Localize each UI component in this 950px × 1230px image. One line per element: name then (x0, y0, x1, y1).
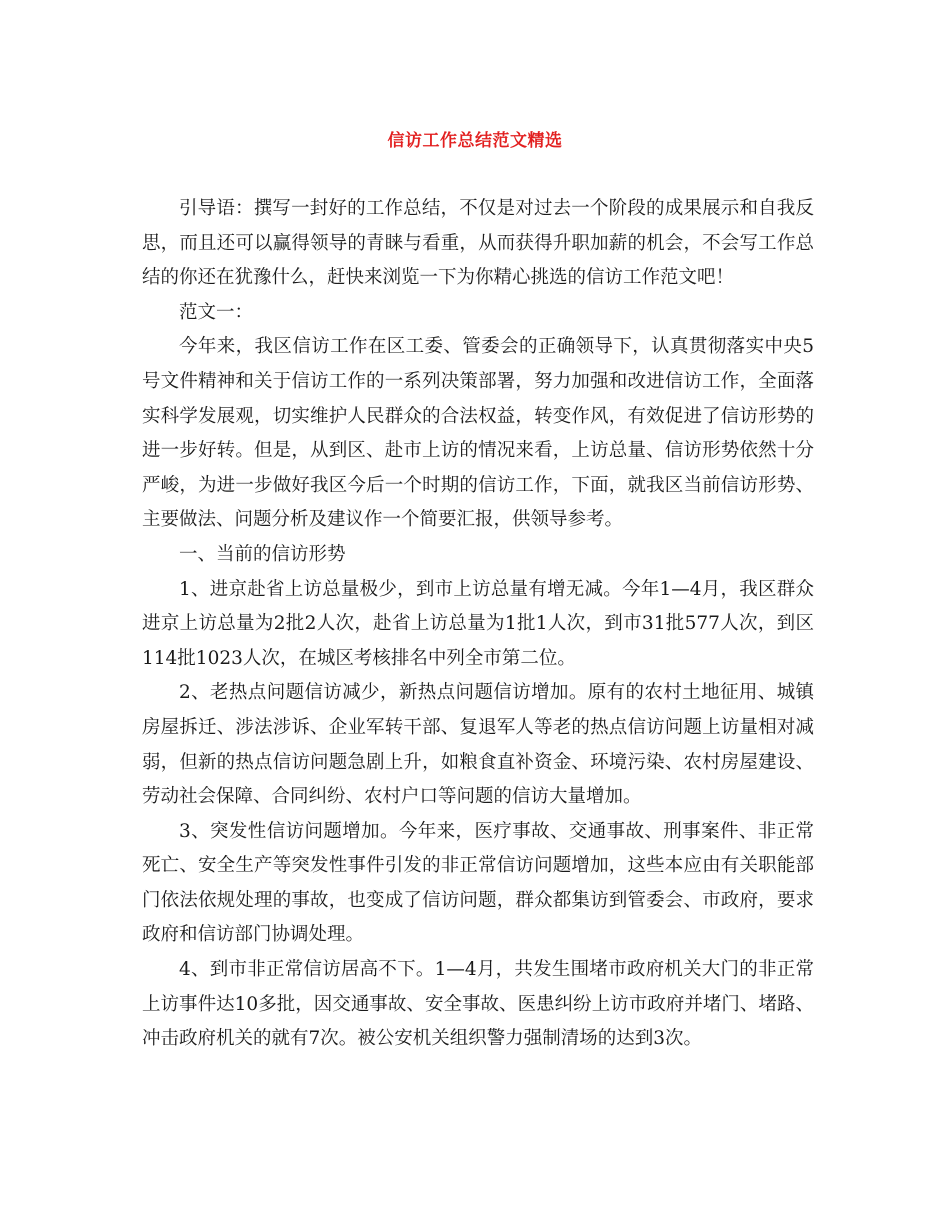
list-item-4: 4、到市非正常信访居高不下。1—4月，共发生围堵市政府机关大门的非正常上访事件达10多批，因交通事故、安全事故、医患纠纷上访市政府并堵门、堵路、冲击政府机关的就有7次。被公安机关组织警力强制清场的达到3次。 (142, 959, 814, 1050)
list-item-3: 3、突发性信访问题增加。今年来，医疗事故、交通事故、刑事案件、非正常死亡、安全生产等突发性事件引发的非正常信访问题增加，这些本应由有关职能部门依法依规处理的事故，也变成了信访问题，群众都集访到管委会、市政府，要求政府和信访部门协调处理。 (142, 820, 814, 946)
section-heading: 一、当前的信访形势 (179, 543, 346, 565)
list-item-2: 2、老热点问题信访减少，新热点问题信访增加。原有的农村土地征用、城镇房屋拆迁、涉法涉诉、企业军转干部、复退军人等老的热点信访问题上访量相对减弱，但新的热点信访问题急剧上升，如粮食直补资金、环境污染、农村房屋建设、劳动社会保障、合同纠纷、农村户口等问题的信访大量增加。 (142, 682, 814, 808)
intro-paragraph: 引导语：撰写一封好的工作总结，不仅是对过去一个阶段的成果展示和自我反思，而且还可以赢得领导的青睐与看重，从而获得升职加薪的机会，不会写工作总结的你还在犹豫什么，赶快来浏览一下为你精心挑选的信访工作范文吧！ (142, 198, 814, 289)
sample-heading: 范文一： (179, 301, 254, 323)
body-paragraph: 今年来，我区信访工作在区工委、管委会的正确领导下，认真贯彻落实中央5号文件精神和关于信访工作的一系列决策部署，努力加强和改进信访工作，全面落实科学发展观，切实维护人民群众的合法权益，转变作风，有效促进了信访形势的进一步好转。但是，从到区、赴市上访的情况来看，上访总量、信访形势依然十分严峻，为进一步做好我区今后一个时期的信访工作，下面，就我区当前信访形势、主要做法、问题分析及建议作一个简要汇报，供领导参考。 (142, 336, 814, 531)
document-body (142, 192, 814, 1057)
document-title: 信访工作总结范文精选 (387, 131, 563, 151)
list-item-1: 1、进京赴省上访总量极少，到市上访总量有增无减。今年1—4月，我区群众进京上访总量为2批2人次，赴省上访总量为1批1人次，到市31批577人次，到区114批1023人次，在城区考核排名中列全市第二位。 (142, 578, 814, 669)
